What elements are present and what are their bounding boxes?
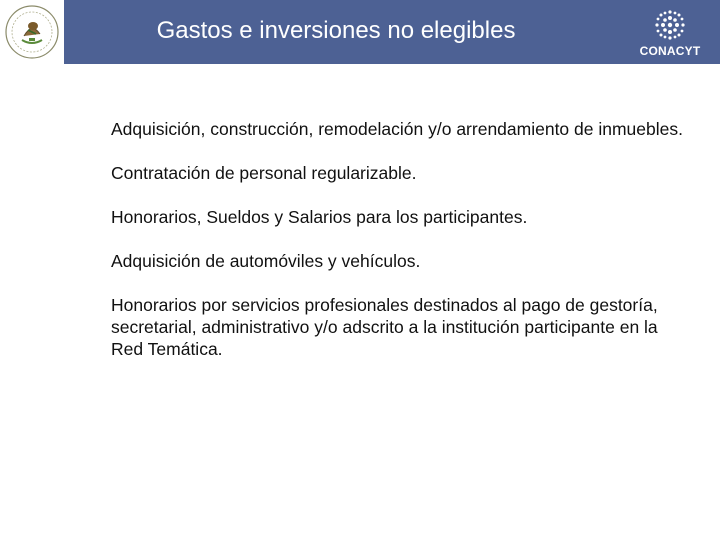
brand-name: CONACYT bbox=[639, 44, 701, 58]
list-item: Honorarios por servicios profesionales destinados al pago de gestoría, secretarial, administrativo y/o adscrito a la institución participante en la Red Temática. bbox=[111, 295, 658, 359]
conacyt-logo-icon bbox=[634, 6, 706, 46]
list-item: Adquisición, construcción, remodelación y/o arrendamiento de inmuebles. bbox=[111, 119, 683, 139]
title-bar bbox=[64, 0, 720, 64]
left-seal-area bbox=[0, 0, 65, 64]
ineligible-items-list bbox=[111, 118, 691, 382]
list-item: Honorarios, Sueldos y Salarios para los participantes. bbox=[111, 207, 528, 227]
list-item: Adquisición de automóviles y vehículos. bbox=[111, 251, 421, 271]
conacyt-brand bbox=[634, 6, 706, 58]
list-item: Contratación de personal regularizable. bbox=[111, 163, 417, 183]
mexican-coat-of-arms-icon bbox=[0, 0, 64, 64]
page-title: Gastos e inversiones no elegibles bbox=[156, 17, 516, 44]
